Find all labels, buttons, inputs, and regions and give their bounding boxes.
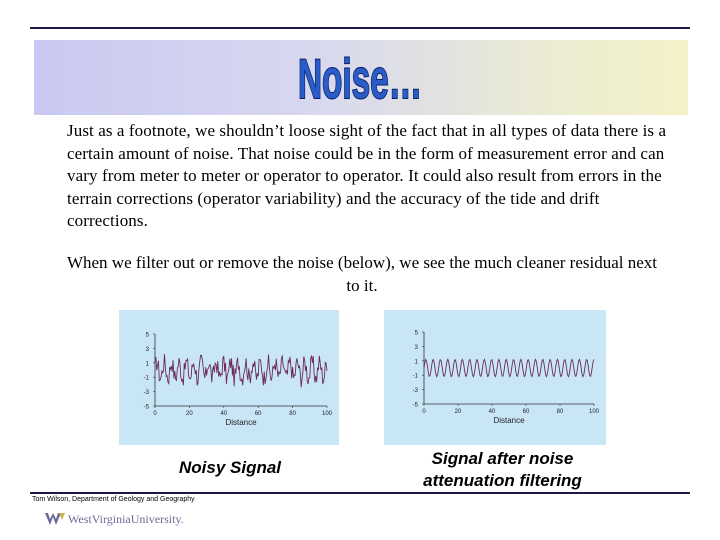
slide-title bbox=[296, 44, 426, 110]
x-tick-label: 60 bbox=[522, 409, 530, 415]
x-tick-label: 20 bbox=[186, 411, 193, 417]
x-tick-label: 0 bbox=[422, 409, 426, 415]
x-tick-label: 40 bbox=[220, 411, 228, 417]
x-tick-label: 40 bbox=[488, 409, 496, 415]
paragraph-filter-note: When we filter out or remove the noise (below), we see the much cleaner residual next to it. bbox=[66, 253, 658, 295]
y-tick-label: 1 bbox=[414, 359, 418, 366]
signal-series-line bbox=[424, 359, 594, 376]
university-logo bbox=[44, 508, 184, 530]
x-tick-label: 60 bbox=[254, 411, 262, 417]
slide-title-text: Noise… bbox=[298, 47, 422, 110]
paragraph-noise-footnote: Just as a footnote, we shouldn’t loose sight of the fact that in all types of data there is a certain amount of noise. That noise could be in the form of measurement error and can vary from meter to meter or operator to operator. It could also result from errors in the terrain corrections (operator variability) and the accuracy of the tide and drift corrections. bbox=[67, 121, 667, 230]
y-tick-label: 3 bbox=[145, 346, 149, 353]
y-tick-label: -3 bbox=[412, 388, 418, 395]
y-tick-label: -5 bbox=[143, 404, 149, 411]
x-tick-label: 100 bbox=[321, 411, 333, 417]
y-tick-label: 5 bbox=[414, 330, 418, 337]
y-tick-label: -1 bbox=[412, 373, 418, 380]
caption-noisy-signal: Noisy Signal bbox=[178, 458, 282, 477]
y-tick-label: -3 bbox=[143, 390, 149, 397]
x-axis-label: Distance bbox=[493, 416, 525, 425]
top-divider bbox=[30, 27, 690, 29]
caption-filtered-signal: Signal after noise attenuation filtering bbox=[423, 449, 582, 490]
filtered-signal-plot bbox=[384, 310, 606, 445]
x-tick-label: 0 bbox=[153, 411, 157, 417]
y-tick-label: -5 bbox=[412, 402, 418, 409]
signal-series-line bbox=[155, 354, 327, 387]
bottom-divider bbox=[30, 492, 690, 494]
x-axis-label: Distance bbox=[225, 418, 257, 427]
logo-wordmark: WestVirginiaUniversity. bbox=[68, 511, 184, 526]
x-tick-label: 20 bbox=[454, 409, 462, 415]
x-tick-label: 80 bbox=[289, 411, 296, 417]
y-tick-label: 5 bbox=[145, 332, 149, 339]
noisy-signal-plot bbox=[119, 310, 339, 445]
y-tick-label: 3 bbox=[414, 344, 418, 351]
x-tick-label: 80 bbox=[556, 409, 564, 415]
footer-credit: Tom Wilson, Department of Geology and Geography bbox=[32, 496, 195, 503]
wv-flying-logo-icon bbox=[44, 511, 66, 527]
x-tick-label: 100 bbox=[588, 409, 600, 415]
y-tick-label: 1 bbox=[145, 361, 149, 368]
y-tick-label: -1 bbox=[143, 375, 149, 382]
